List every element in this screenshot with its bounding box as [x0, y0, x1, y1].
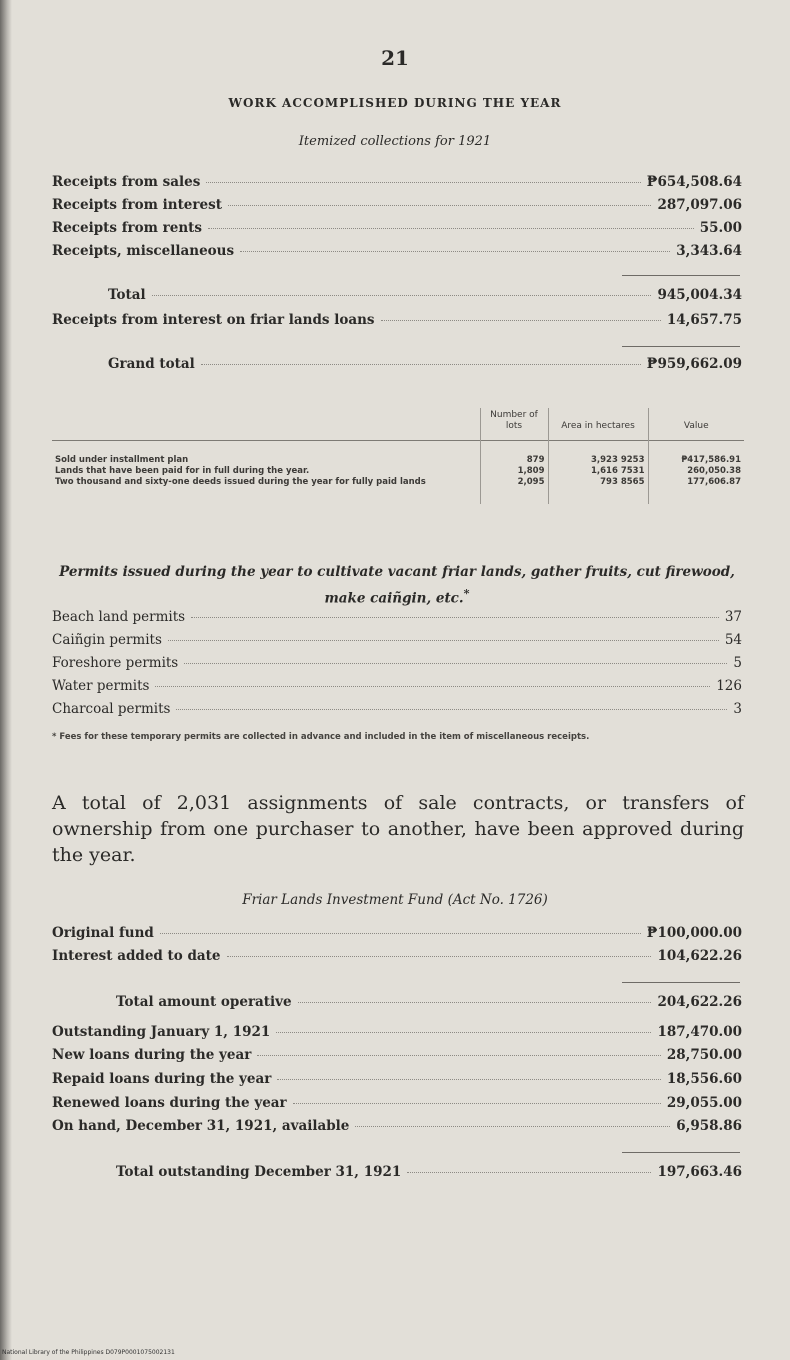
table-row: Two thousand and sixty-one deeds issued during the year for fully paid lands 2,095 793 8565 177,606.87 — [52, 477, 744, 504]
fund-total-operative-row: Total amount operative 204,622.26 — [116, 994, 742, 1010]
table-header-value: Value — [648, 408, 744, 441]
section-heading: WORK ACCOMPLISHED DURING THE YEAR — [228, 96, 562, 110]
fund-row: Original fund ₱100,000.00 — [52, 925, 742, 941]
collections-row: Receipts from rents 55.00 — [52, 220, 742, 236]
permits-title: Permits issued during the year to cultivate vacant friar lands, gather fruits, cut firewood, make caiñgin, etc.* — [59, 564, 735, 607]
fund-row: Interest added to date 104,622.26 — [52, 948, 742, 964]
footnote-marker: * — [463, 586, 470, 600]
sum-rule — [622, 1152, 740, 1153]
collections-title: Itemized collections for 1921 — [298, 134, 492, 149]
sum-rule — [622, 275, 740, 276]
sum-rule — [622, 982, 740, 983]
fund-total-outstanding-row: Total outstanding December 31, 1921 197,663.46 — [116, 1164, 742, 1180]
friar-interest-row: Receipts from interest on friar lands loans 14,657.75 — [52, 312, 742, 328]
loan-row: Renewed loans during the year 29,055.00 — [52, 1095, 742, 1111]
permit-row: Caiñgin permits 54 — [52, 632, 742, 648]
assignments-paragraph: A total of 2,031 assignments of sale contracts, or transfers of ownership from one purchaser to another, have been approved during the year. — [52, 792, 744, 866]
table-row: Sold under installment plan 879 3,923 9253 ₱417,586.91 — [52, 441, 744, 467]
loan-row: Outstanding January 1, 1921 187,470.00 — [52, 1024, 742, 1040]
loan-row: New loans during the year 28,750.00 — [52, 1047, 742, 1063]
collections-total-row: Total 945,004.34 — [108, 287, 742, 303]
fund-title: Friar Lands Investment Fund (Act No. 1726) — [242, 892, 548, 908]
sum-rule — [622, 346, 740, 347]
lots-table — [52, 408, 744, 504]
permits-footnote: * Fees for these temporary permits are collected in advance and included in the item of miscellaneous receipts. — [52, 732, 590, 742]
grand-total-row: Grand total ₱959,662.09 — [108, 356, 742, 372]
table-header-row — [52, 408, 744, 441]
table-header-lots: Number of lots — [480, 408, 548, 441]
permit-row: Charcoal permits 3 — [52, 701, 742, 717]
table-row: Lands that have been paid for in full during the year. 1,809 1,616 7531 260,050.38 — [52, 466, 744, 477]
collections-row: Receipts from sales ₱654,508.64 — [52, 174, 742, 190]
table-header-area: Area in hectares — [548, 408, 648, 441]
page-number: 21 — [381, 46, 409, 70]
permit-row: Water permits 126 — [52, 678, 742, 694]
archive-footer: National Library of the Philippines D079P0001075002131 — [2, 1349, 175, 1356]
loan-row: On hand, December 31, 1921, available 6,958.86 — [52, 1118, 742, 1134]
loan-row: Repaid loans during the year 18,556.60 — [52, 1071, 742, 1087]
collections-row: Receipts from interest 287,097.06 — [52, 197, 742, 213]
permit-row: Beach land permits 37 — [52, 609, 742, 625]
collections-row: Receipts, miscellaneous 3,343.64 — [52, 243, 742, 259]
permit-row: Foreshore permits 5 — [52, 655, 742, 671]
table-header-description — [52, 408, 480, 441]
